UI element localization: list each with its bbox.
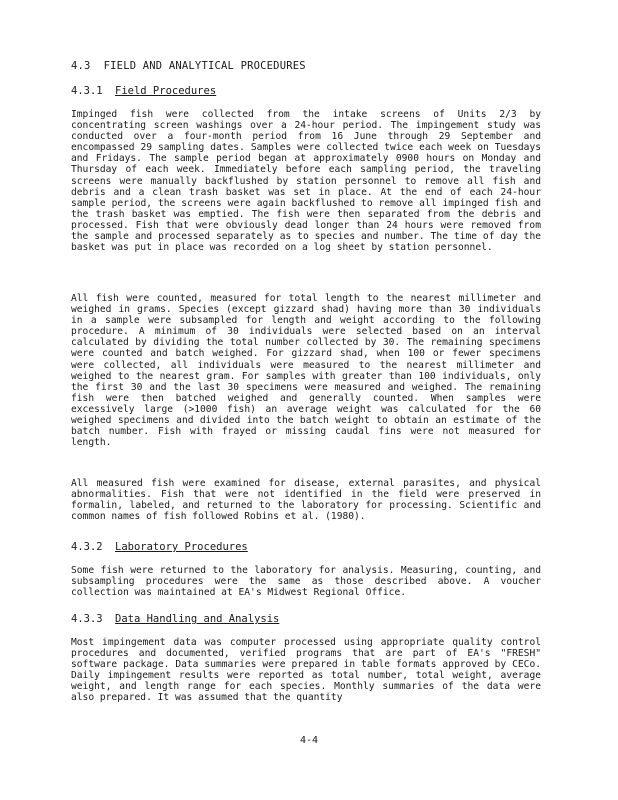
paragraph-data-handling: Most impingement data was computer processed using appropriate quality control procedures and documented, verified programs that are part of EA's "FRESH" software package. Data summaries were prepared in table formats approved by CECo. Daily impingement results were reported as total number, total weight, average weight, and length range for each species. Monthly summaries of the data were also prepared. It was assumed that the quantity bbox=[71, 637, 541, 704]
subsection-heading-field-procedures bbox=[71, 85, 216, 97]
page-number: 4-4 bbox=[299, 735, 319, 746]
subsection-title: Data Handling and Analysis bbox=[115, 613, 280, 625]
subsection-title: Field Procedures bbox=[115, 85, 217, 97]
subsection-number: 4.3.2 bbox=[71, 541, 103, 553]
subsection-title: Laboratory Procedures bbox=[115, 541, 248, 553]
section-title: FIELD AND ANALYTICAL PROCEDURES bbox=[103, 60, 306, 72]
subsection-number: 4.3.3 bbox=[71, 613, 103, 625]
subsection-heading-data-handling bbox=[71, 613, 279, 625]
subsection-number: 4.3.1 bbox=[71, 85, 103, 97]
section-number: 4.3 bbox=[71, 60, 91, 72]
paragraph-field-collection: Impinged fish were collected from the intake screens of Units 2/3 by concentrating screen washings over a 24-hour period. The impingement study was conducted over a four-month period from 16 June through 29 September and encompassed 29 sampling dates. Samples were collected twice each week on Tuesdays and Fridays. The sample period began at approximately 0900 hours on Monday and Thursday of each week. Immediately before each sampling period, the traveling screens were manually backflushed by station personnel to remove all fish and debris and a clean trash basket was set in place. At the end of each 24-hour sample period, the screens were again backflushed to remove all impinged fish and the trash basket was emptied. The fish were then separated from the debris and processed. Fish that were obviously dead longer than 24 hours were removed from the sample and processed separately as to species and number. The time of day the basket was put in place was recorded on a log sheet by station personnel. bbox=[71, 109, 541, 254]
paragraph-field-examination: All measured fish were examined for disease, external parasites, and physical abnormalities. Fish that were not identified in the field were preserved in formalin, labeled, and returned to the laboratory for processing. Scientific and common names of fish followed Robins et al. (1980). bbox=[71, 478, 541, 523]
subsection-heading-laboratory-procedures bbox=[71, 541, 248, 553]
paragraph-laboratory: Some fish were returned to the laboratory for analysis. Measuring, counting, and subsampling procedures were the same as those described above. A voucher collection was maintained at EA's Midwest Regional Office. bbox=[71, 565, 541, 599]
section-heading bbox=[71, 60, 306, 72]
paragraph-field-measurement: All fish were counted, measured for total length to the nearest millimeter and weighed in grams. Species (except gizzard shad) having more than 30 individuals in a sample were subsampled for length and weight according to the following procedure. A minimum of 30 individuals were selected based on an interval calculated by dividing the total number collected by 30. The remaining specimens were counted and batch weighed. For gizzard shad, when 100 or fewer specimens were collected, all individuals were measured to the nearest millimeter and weighed to the nearest gram. For samples with greater than 100 individuals, only the first 30 and the last 30 specimens were measured and weighed. The remaining fish were then batched weighed and generally counted. When samples were excessively large (>1000 fish) an average weight was calculated for the 60 weighed specimens and divided into the batch weight to obtain an estimate of the batch number. Fish with frayed or missing caudal fins were not measured for length. bbox=[71, 293, 541, 449]
